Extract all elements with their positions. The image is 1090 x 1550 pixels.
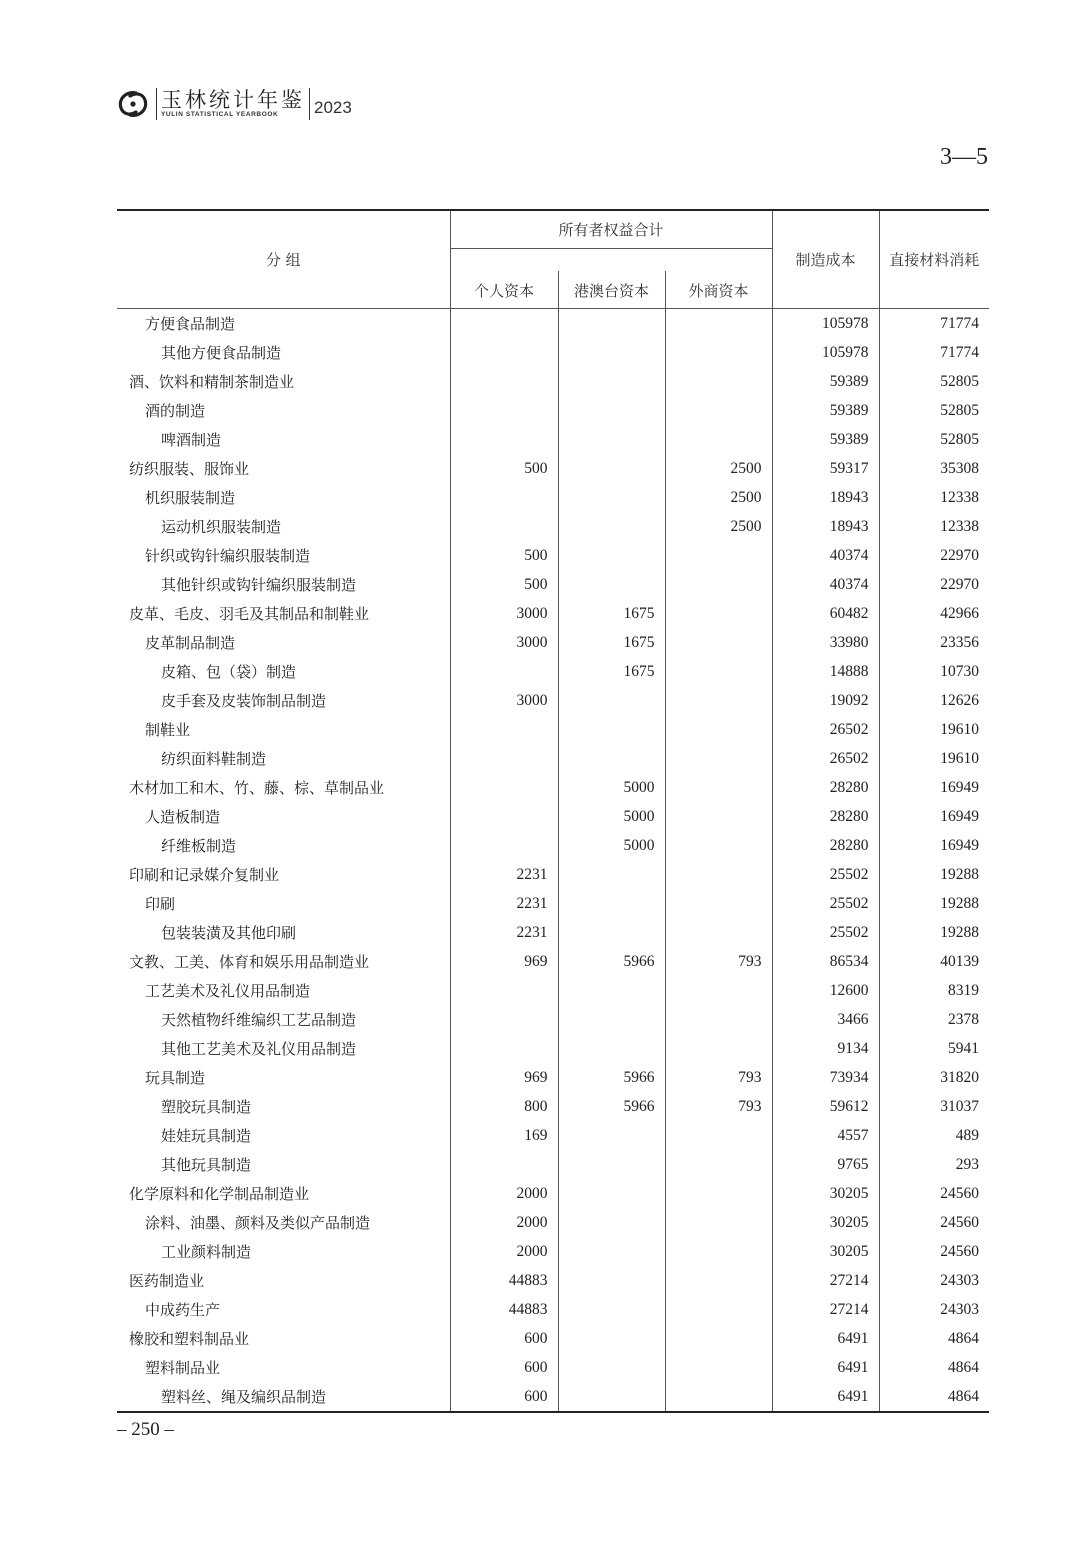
- cell-hmt-capital: [558, 1353, 665, 1382]
- cell-manufacturing-cost: 105978: [772, 338, 879, 367]
- cell-manufacturing-cost: 59317: [772, 454, 879, 483]
- cell-personal-capital: 500: [450, 570, 558, 599]
- table-row: [117, 1034, 989, 1063]
- row-group-name: 娃娃玩具制造: [161, 1127, 252, 1145]
- cell-direct-material: 24303: [879, 1295, 989, 1324]
- cell-direct-material: 19288: [879, 889, 989, 918]
- row-group-name: 医药制造业: [129, 1272, 205, 1290]
- cell-direct-material: 52805: [879, 367, 989, 396]
- cell-manufacturing-cost: 27214: [772, 1266, 879, 1295]
- cell-hmt-capital: 5000: [558, 802, 665, 831]
- cell-foreign-capital: 2500: [665, 483, 772, 512]
- row-group-name: 其他玩具制造: [161, 1156, 252, 1174]
- yearbook-title-cn: 玉林统计年鉴: [161, 88, 305, 112]
- cell-manufacturing-cost: 14888: [772, 657, 879, 686]
- cell-manufacturing-cost: 30205: [772, 1208, 879, 1237]
- table-row: [117, 541, 989, 570]
- cell-manufacturing-cost: 25502: [772, 918, 879, 947]
- row-group-name: 酒的制造: [145, 402, 206, 420]
- row-group-name: 皮箱、包（袋）制造: [161, 663, 297, 681]
- cell-direct-material: 22970: [879, 570, 989, 599]
- cell-foreign-capital: [665, 309, 772, 339]
- row-group-name: 方便食品制造: [145, 315, 236, 333]
- cell-hmt-capital: [558, 541, 665, 570]
- cell-direct-material: 19610: [879, 715, 989, 744]
- cell-personal-capital: 600: [450, 1324, 558, 1353]
- row-group-name: 机织服装制造: [145, 489, 236, 507]
- table-row: [117, 1237, 989, 1266]
- header-divider: [309, 88, 310, 120]
- table-row: [117, 1150, 989, 1179]
- table-row: [117, 570, 989, 599]
- cell-manufacturing-cost: 60482: [772, 599, 879, 628]
- row-group-name: 其他方便食品制造: [161, 344, 282, 362]
- row-group-name: 运动机织服装制造: [161, 518, 282, 536]
- cell-personal-capital: 2231: [450, 918, 558, 947]
- cell-foreign-capital: [665, 570, 772, 599]
- cell-personal-capital: 3000: [450, 686, 558, 715]
- cell-personal-capital: [450, 512, 558, 541]
- col-header-owners-equity-total: 所有者权益合计: [450, 210, 772, 249]
- row-group-name: 天然植物纤维编织工艺品制造: [161, 1011, 357, 1029]
- cell-hmt-capital: [558, 1266, 665, 1295]
- cell-direct-material: 19288: [879, 918, 989, 947]
- cell-manufacturing-cost: 6491: [772, 1382, 879, 1412]
- cell-direct-material: 71774: [879, 309, 989, 339]
- cell-hmt-capital: [558, 860, 665, 889]
- table-row: [117, 773, 989, 802]
- cell-personal-capital: [450, 338, 558, 367]
- cell-foreign-capital: [665, 628, 772, 657]
- cell-personal-capital: [450, 483, 558, 512]
- cell-foreign-capital: 2500: [665, 512, 772, 541]
- cell-personal-capital: 2231: [450, 889, 558, 918]
- row-group-name: 玩具制造: [145, 1069, 206, 1087]
- row-group-name: 塑胶玩具制造: [161, 1098, 252, 1116]
- table-row: [117, 628, 989, 657]
- table-row: [117, 657, 989, 686]
- cell-foreign-capital: [665, 396, 772, 425]
- cell-manufacturing-cost: 9134: [772, 1034, 879, 1063]
- row-group-name: 塑料丝、绳及编织品制造: [117, 1382, 450, 1412]
- cell-personal-capital: [450, 396, 558, 425]
- cell-hmt-capital: [558, 396, 665, 425]
- cell-personal-capital: [450, 367, 558, 396]
- cell-foreign-capital: [665, 1382, 772, 1412]
- table-row: [117, 715, 989, 744]
- cell-direct-material: 31037: [879, 1092, 989, 1121]
- cell-manufacturing-cost: 30205: [772, 1179, 879, 1208]
- cell-direct-material: 42966: [879, 599, 989, 628]
- table-row: [117, 1092, 989, 1121]
- cell-foreign-capital: [665, 1353, 772, 1382]
- cell-hmt-capital: [558, 425, 665, 454]
- cell-direct-material: 489: [879, 1121, 989, 1150]
- cell-direct-material: 16949: [879, 802, 989, 831]
- cell-hmt-capital: 5000: [558, 773, 665, 802]
- cell-hmt-capital: [558, 454, 665, 483]
- cell-manufacturing-cost: 59612: [772, 1092, 879, 1121]
- cell-personal-capital: [450, 744, 558, 773]
- col-header-group: 分 组: [117, 210, 450, 309]
- cell-direct-material: 71774: [879, 338, 989, 367]
- table-row: [117, 1295, 989, 1324]
- cell-personal-capital: [450, 831, 558, 860]
- cell-direct-material: 24560: [879, 1179, 989, 1208]
- cell-hmt-capital: [558, 1121, 665, 1150]
- cell-manufacturing-cost: 6491: [772, 1353, 879, 1382]
- cell-manufacturing-cost: 59389: [772, 367, 879, 396]
- cell-manufacturing-cost: 59389: [772, 425, 879, 454]
- cell-direct-material: 12626: [879, 686, 989, 715]
- row-group-name: 工业颜料制造: [161, 1243, 252, 1261]
- table-row: [117, 309, 989, 339]
- cell-direct-material: 22970: [879, 541, 989, 570]
- cell-hmt-capital: [558, 1295, 665, 1324]
- row-group-name: 纺织服装、服饰业: [129, 460, 250, 478]
- cell-personal-capital: 44883: [450, 1266, 558, 1295]
- page-number: – 250 –: [117, 1419, 174, 1440]
- row-group-name: 针织或钩针编织服装制造: [145, 547, 311, 565]
- cell-manufacturing-cost: 9765: [772, 1150, 879, 1179]
- cell-personal-capital: [450, 773, 558, 802]
- row-group-name: 印刷: [145, 895, 176, 913]
- table-body: [117, 309, 989, 1413]
- cell-direct-material: 23356: [879, 628, 989, 657]
- cell-hmt-capital: 5966: [558, 947, 665, 976]
- row-group-name: 制鞋业: [145, 721, 191, 739]
- cell-direct-material: 35308: [879, 454, 989, 483]
- cell-manufacturing-cost: 73934: [772, 1063, 879, 1092]
- cell-hmt-capital: [558, 367, 665, 396]
- table-number: 3—5: [940, 144, 988, 170]
- cell-hmt-capital: [558, 1208, 665, 1237]
- cell-personal-capital: 2000: [450, 1237, 558, 1266]
- cell-hmt-capital: [558, 1382, 665, 1412]
- cell-hmt-capital: [558, 1179, 665, 1208]
- cell-foreign-capital: [665, 773, 772, 802]
- cell-foreign-capital: [665, 918, 772, 947]
- table-row: [117, 802, 989, 831]
- col-header-direct-material: 直接材料消耗: [879, 210, 989, 309]
- cell-foreign-capital: [665, 976, 772, 1005]
- cell-foreign-capital: [665, 889, 772, 918]
- header-divider: [156, 88, 157, 120]
- cell-direct-material: 8319: [879, 976, 989, 1005]
- table-row: [117, 831, 989, 860]
- cell-direct-material: 19610: [879, 744, 989, 773]
- cell-personal-capital: 500: [450, 454, 558, 483]
- table-row: [117, 1063, 989, 1092]
- table-row: [117, 686, 989, 715]
- row-group-name: 包装装潢及其他印刷: [161, 924, 297, 942]
- cell-foreign-capital: [665, 541, 772, 570]
- cell-hmt-capital: [558, 744, 665, 773]
- cell-foreign-capital: [665, 744, 772, 773]
- cell-foreign-capital: [665, 802, 772, 831]
- table-row: [117, 1179, 989, 1208]
- cell-personal-capital: [450, 976, 558, 1005]
- cell-manufacturing-cost: 27214: [772, 1295, 879, 1324]
- cell-personal-capital: [450, 802, 558, 831]
- cell-direct-material: 31820: [879, 1063, 989, 1092]
- cell-personal-capital: 2231: [450, 860, 558, 889]
- cell-personal-capital: 3000: [450, 599, 558, 628]
- row-group-name: 涂料、油墨、颜料及类似产品制造: [145, 1214, 371, 1232]
- table-row: [117, 1208, 989, 1237]
- cell-foreign-capital: 2500: [665, 454, 772, 483]
- row-group-name: 人造板制造: [145, 808, 221, 826]
- table-row: [117, 1266, 989, 1295]
- cell-foreign-capital: 793: [665, 947, 772, 976]
- cell-foreign-capital: [665, 599, 772, 628]
- table-row: [117, 860, 989, 889]
- cell-hmt-capital: 5000: [558, 831, 665, 860]
- row-group-name: 皮手套及皮装饰制品制造: [161, 692, 327, 710]
- cell-foreign-capital: [665, 860, 772, 889]
- row-group-name: 其他工艺美术及礼仪用品制造: [161, 1040, 357, 1058]
- cell-personal-capital: 2000: [450, 1208, 558, 1237]
- cell-personal-capital: 600: [450, 1353, 558, 1382]
- row-group-name: 文教、工美、体育和娱乐用品制造业: [129, 953, 370, 971]
- cell-direct-material: 293: [879, 1150, 989, 1179]
- row-group-name: 塑料制品业: [145, 1359, 221, 1377]
- cell-hmt-capital: 5966: [558, 1063, 665, 1092]
- cell-manufacturing-cost: 28280: [772, 802, 879, 831]
- cell-hmt-capital: [558, 889, 665, 918]
- cell-direct-material: 5941: [879, 1034, 989, 1063]
- cell-direct-material: 24560: [879, 1237, 989, 1266]
- cell-hmt-capital: [558, 715, 665, 744]
- cell-foreign-capital: [665, 1237, 772, 1266]
- row-group-name: 皮革制品制造: [145, 634, 236, 652]
- cell-foreign-capital: [665, 657, 772, 686]
- cell-direct-material: 19288: [879, 860, 989, 889]
- table-row: [117, 1324, 989, 1353]
- cell-manufacturing-cost: 59389: [772, 396, 879, 425]
- col-header-spacer: [450, 249, 772, 272]
- cell-manufacturing-cost: 30205: [772, 1237, 879, 1266]
- cell-direct-material: 52805: [879, 425, 989, 454]
- row-group-name: 化学原料和化学制品制造业: [129, 1185, 310, 1203]
- cell-foreign-capital: [665, 425, 772, 454]
- col-header-personal-capital: 个人资本: [450, 271, 558, 309]
- cell-foreign-capital: 793: [665, 1092, 772, 1121]
- cell-hmt-capital: 1675: [558, 628, 665, 657]
- cell-manufacturing-cost: 26502: [772, 744, 879, 773]
- cell-personal-capital: 800: [450, 1092, 558, 1121]
- col-header-foreign-capital: 外商资本: [665, 271, 772, 309]
- cell-hmt-capital: [558, 309, 665, 339]
- cell-direct-material: 12338: [879, 483, 989, 512]
- table-row: [117, 947, 989, 976]
- cell-manufacturing-cost: 6491: [772, 1324, 879, 1353]
- row-group-name: 酒、饮料和精制茶制造业: [129, 373, 295, 391]
- cell-direct-material: 24560: [879, 1208, 989, 1237]
- cell-foreign-capital: [665, 1295, 772, 1324]
- cell-manufacturing-cost: 105978: [772, 309, 879, 339]
- cell-hmt-capital: 5966: [558, 1092, 665, 1121]
- table-row: [117, 1121, 989, 1150]
- cell-hmt-capital: [558, 512, 665, 541]
- cell-personal-capital: [450, 425, 558, 454]
- row-group-name: 中成药生产: [145, 1301, 221, 1319]
- cell-hmt-capital: [558, 918, 665, 947]
- row-group-name: 工艺美术及礼仪用品制造: [145, 982, 311, 1000]
- table-row: [117, 396, 989, 425]
- cell-foreign-capital: [665, 1266, 772, 1295]
- cell-manufacturing-cost: 28280: [772, 831, 879, 860]
- cell-manufacturing-cost: 26502: [772, 715, 879, 744]
- cell-personal-capital: [450, 715, 558, 744]
- row-group-name: 纤维板制造: [161, 837, 237, 855]
- cell-hmt-capital: [558, 483, 665, 512]
- row-group-name: 皮革、毛皮、羽毛及其制品和制鞋业: [129, 605, 370, 623]
- cell-direct-material: 2378: [879, 1005, 989, 1034]
- cell-hmt-capital: [558, 1150, 665, 1179]
- row-group-name: 木材加工和木、竹、藤、棕、草制品业: [129, 779, 385, 797]
- cell-direct-material: 52805: [879, 396, 989, 425]
- row-group-name: 啤酒制造: [161, 431, 222, 449]
- table-row: [117, 889, 989, 918]
- yearbook-logo-icon: [116, 89, 150, 119]
- cell-personal-capital: 500: [450, 541, 558, 570]
- cell-manufacturing-cost: 12600: [772, 976, 879, 1005]
- cell-foreign-capital: [665, 1324, 772, 1353]
- statistics-table: [117, 209, 989, 1413]
- cell-personal-capital: 969: [450, 947, 558, 976]
- cell-personal-capital: 44883: [450, 1295, 558, 1324]
- cell-hmt-capital: [558, 1034, 665, 1063]
- col-header-manufacturing-cost: 制造成本: [772, 210, 879, 309]
- cell-manufacturing-cost: 28280: [772, 773, 879, 802]
- cell-direct-material: 4864: [879, 1382, 989, 1412]
- cell-manufacturing-cost: 4557: [772, 1121, 879, 1150]
- cell-direct-material: 12338: [879, 512, 989, 541]
- cell-foreign-capital: [665, 1121, 772, 1150]
- cell-hmt-capital: [558, 1237, 665, 1266]
- table-row: [117, 512, 989, 541]
- cell-hmt-capital: [558, 976, 665, 1005]
- cell-manufacturing-cost: 33980: [772, 628, 879, 657]
- row-group-name: 纺织面料鞋制造: [161, 750, 267, 768]
- cell-hmt-capital: [558, 1324, 665, 1353]
- cell-personal-capital: 3000: [450, 628, 558, 657]
- table-row: [117, 425, 989, 454]
- cell-hmt-capital: [558, 686, 665, 715]
- table-row: [117, 483, 989, 512]
- table-row: [117, 1382, 989, 1412]
- table-row: [117, 744, 989, 773]
- table-row: [117, 599, 989, 628]
- cell-foreign-capital: [665, 831, 772, 860]
- cell-hmt-capital: 1675: [558, 657, 665, 686]
- cell-personal-capital: 169: [450, 1121, 558, 1150]
- cell-personal-capital: 969: [450, 1063, 558, 1092]
- cell-direct-material: 24303: [879, 1266, 989, 1295]
- cell-foreign-capital: [665, 1179, 772, 1208]
- cell-manufacturing-cost: 25502: [772, 860, 879, 889]
- cell-personal-capital: [450, 1034, 558, 1063]
- table-row: [117, 976, 989, 1005]
- cell-foreign-capital: [665, 1208, 772, 1237]
- yearbook-title: [161, 89, 305, 119]
- cell-foreign-capital: [665, 338, 772, 367]
- cell-foreign-capital: [665, 1034, 772, 1063]
- cell-manufacturing-cost: 40374: [772, 570, 879, 599]
- cell-personal-capital: 600: [450, 1382, 558, 1412]
- cell-manufacturing-cost: 18943: [772, 483, 879, 512]
- cell-manufacturing-cost: 19092: [772, 686, 879, 715]
- cell-foreign-capital: [665, 367, 772, 396]
- col-header-hmt-capital: 港澳台资本: [558, 271, 665, 309]
- cell-direct-material: 10730: [879, 657, 989, 686]
- cell-personal-capital: [450, 1150, 558, 1179]
- row-group-name: 其他针织或钩针编织服装制造: [161, 576, 357, 594]
- cell-hmt-capital: [558, 570, 665, 599]
- cell-foreign-capital: [665, 1005, 772, 1034]
- table-row: [117, 367, 989, 396]
- cell-direct-material: 4864: [879, 1324, 989, 1353]
- cell-hmt-capital: [558, 338, 665, 367]
- table-row: [117, 1005, 989, 1034]
- cell-manufacturing-cost: 3466: [772, 1005, 879, 1034]
- table-row: [117, 338, 989, 367]
- cell-direct-material: 16949: [879, 773, 989, 802]
- cell-foreign-capital: [665, 686, 772, 715]
- cell-manufacturing-cost: 18943: [772, 512, 879, 541]
- cell-direct-material: 4864: [879, 1353, 989, 1382]
- cell-hmt-capital: [558, 1005, 665, 1034]
- yearbook-header: [116, 86, 352, 122]
- yearbook-year: 2023: [314, 98, 352, 117]
- cell-direct-material: 16949: [879, 831, 989, 860]
- cell-foreign-capital: [665, 1150, 772, 1179]
- cell-personal-capital: [450, 1005, 558, 1034]
- row-group-name: 印刷和记录媒介复制业: [129, 866, 280, 884]
- cell-personal-capital: [450, 657, 558, 686]
- row-group-name: 橡胶和塑料制品业: [129, 1330, 250, 1348]
- cell-manufacturing-cost: 25502: [772, 889, 879, 918]
- cell-manufacturing-cost: 86534: [772, 947, 879, 976]
- table-row: [117, 918, 989, 947]
- table-row: [117, 1353, 989, 1382]
- cell-personal-capital: 2000: [450, 1179, 558, 1208]
- yearbook-title-en: YULIN STATISTICAL YEARBOOK: [161, 111, 279, 118]
- cell-manufacturing-cost: 40374: [772, 541, 879, 570]
- cell-foreign-capital: 793: [665, 1063, 772, 1092]
- cell-direct-material: 40139: [879, 947, 989, 976]
- cell-personal-capital: [450, 309, 558, 339]
- cell-hmt-capital: 1675: [558, 599, 665, 628]
- table-row: [117, 454, 989, 483]
- cell-foreign-capital: [665, 715, 772, 744]
